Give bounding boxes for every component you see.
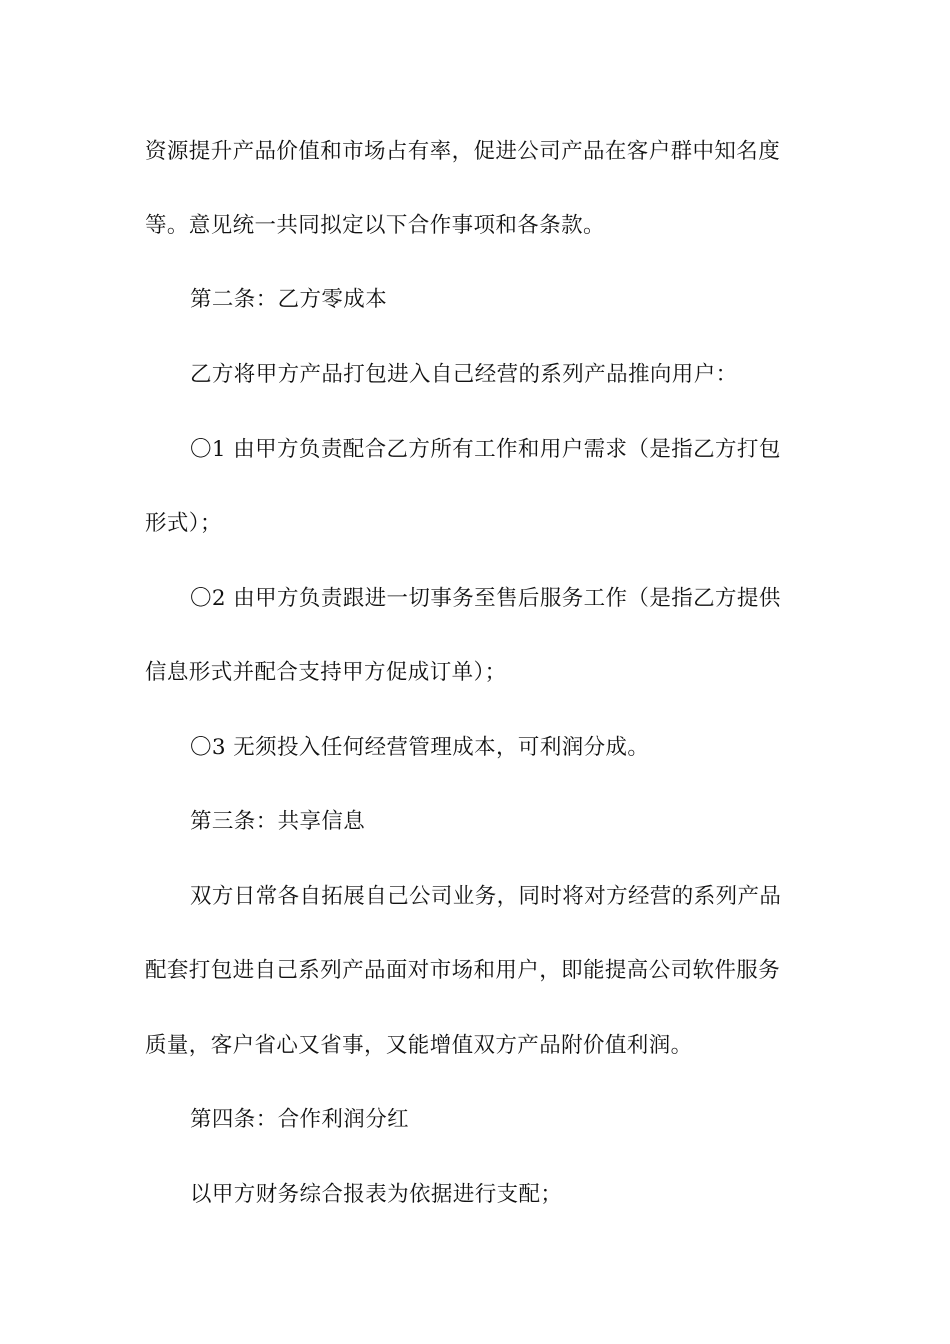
article-2-heading: 第二条：乙方零成本 — [190, 287, 388, 312]
article-3-body-line-1: 双方日常各自拓展自己公司业务，同时将对方经营的系列产品 — [190, 884, 782, 909]
paragraph-continuation-line-1: 资源提升产品价值和市场占有率，促进公司产品在客户群中知名度 — [145, 139, 781, 164]
paragraph-continuation-line-2: 等。意见统一共同拟定以下合作事项和各条款。 — [145, 213, 605, 238]
item-3: 〇3 无须投入任何经营管理成本，可利润分成。 — [190, 735, 650, 760]
item-1-line-1: 〇1 由甲方负责配合乙方所有工作和用户需求（是指乙方打包 — [190, 437, 781, 462]
item-2-line-1: 〇2 由甲方负责跟进一切事务至售后服务工作（是指乙方提供 — [190, 586, 781, 611]
item-1-line-2: 形式）； — [145, 511, 222, 536]
article-4-body: 以甲方财务综合报表为依据进行支配； — [190, 1182, 563, 1207]
article-3-body-line-3: 质量，客户省心又省事，又能增值双方产品附价值利润。 — [145, 1033, 693, 1058]
article-3-body-line-2: 配套打包进自己系列产品面对市场和用户，即能提高公司软件服务 — [145, 958, 781, 983]
item-2-line-2: 信息形式并配合支持甲方促成订单）； — [145, 660, 507, 685]
article-4-heading: 第四条：合作利润分红 — [190, 1107, 410, 1132]
article-2-intro: 乙方将甲方产品打包进入自己经营的系列产品推向用户： — [190, 362, 738, 387]
article-3-heading: 第三条：共享信息 — [190, 809, 366, 834]
